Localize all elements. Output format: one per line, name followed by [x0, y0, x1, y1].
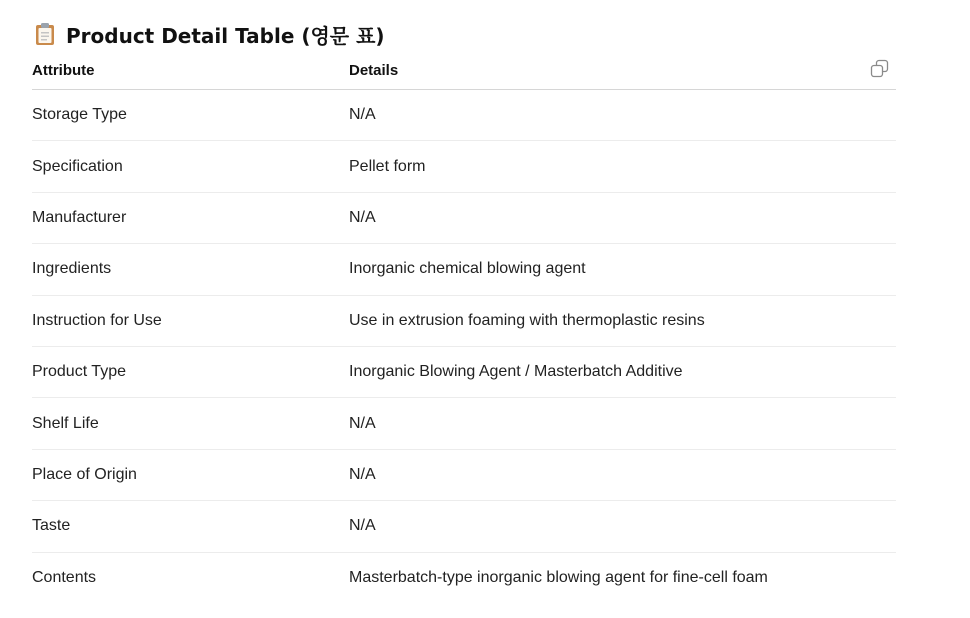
details-cell: Pellet form — [349, 157, 426, 175]
attribute-cell: Taste — [32, 517, 71, 535]
details-cell: N/A — [349, 517, 376, 535]
details-cell: N/A — [349, 208, 376, 226]
clipboard-icon — [34, 22, 56, 46]
table-row — [32, 141, 896, 192]
details-cell: N/A — [349, 414, 376, 432]
details-cell: Use in extrusion foaming with thermoplastic resins — [349, 311, 705, 329]
table-row — [32, 553, 896, 603]
attribute-cell: Instruction for Use — [32, 311, 162, 329]
table-row — [32, 193, 896, 244]
attribute-cell: Specification — [32, 157, 123, 175]
attribute-cell: Product Type — [32, 363, 126, 381]
table-row — [32, 398, 896, 449]
table-row — [32, 347, 896, 398]
attribute-cell: Shelf Life — [32, 414, 99, 432]
attribute-cell: Storage Type — [32, 106, 127, 124]
attribute-cell: Place of Origin — [32, 465, 137, 483]
details-cell: N/A — [349, 106, 376, 124]
product-detail-table — [32, 52, 896, 603]
table-row — [32, 450, 896, 501]
table-header — [32, 52, 896, 90]
column-header-details: Details — [349, 62, 399, 79]
table-row — [32, 244, 896, 295]
details-cell: N/A — [349, 465, 376, 483]
details-cell: Inorganic Blowing Agent / Masterbatch Additive — [349, 363, 683, 381]
table-row — [32, 90, 896, 141]
table-row — [32, 501, 896, 552]
table-row — [32, 296, 896, 347]
attribute-cell: Contents — [32, 568, 97, 586]
column-header-attribute: Attribute — [32, 62, 95, 79]
attribute-cell: Ingredients — [32, 260, 112, 278]
page-title: Product Detail Table (영문 표) — [66, 23, 385, 48]
copy-button[interactable] — [870, 59, 890, 79]
table-heading — [34, 20, 385, 48]
details-cell: Inorganic chemical blowing agent — [349, 260, 586, 278]
attribute-cell: Manufacturer — [32, 208, 127, 226]
details-cell: Masterbatch-type inorganic blowing agent for fine-cell foam — [349, 568, 768, 586]
copy-icon — [870, 59, 890, 79]
